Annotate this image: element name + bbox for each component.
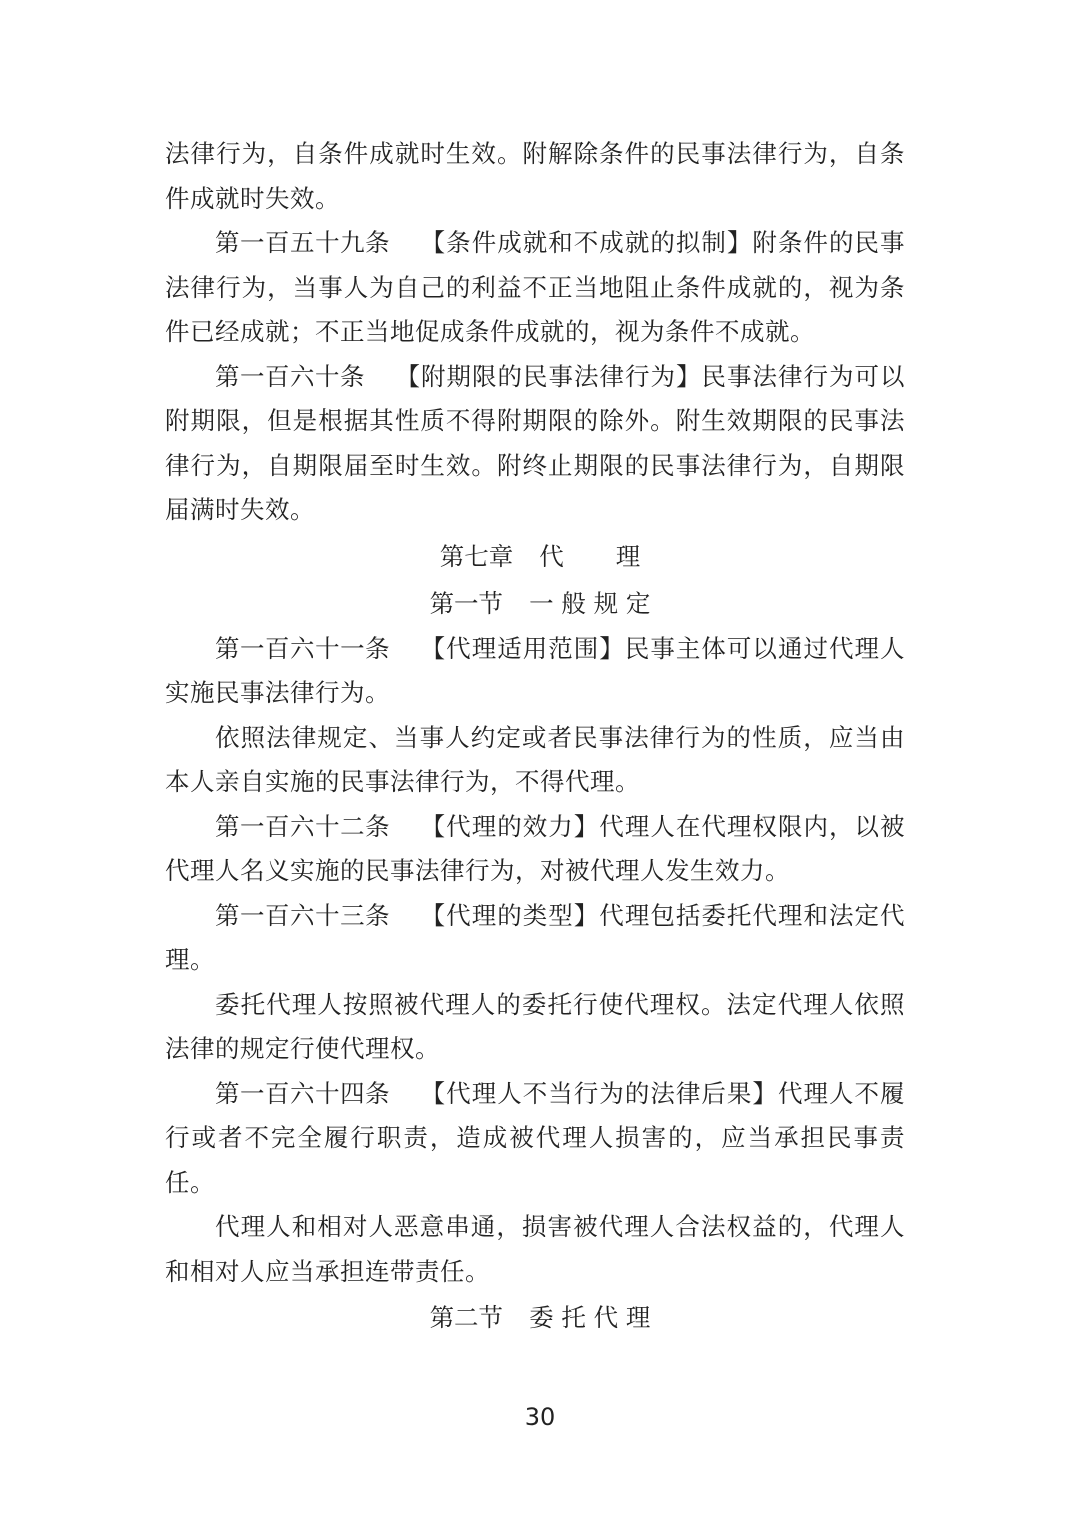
chapter-title-part: 代: [539, 541, 564, 571]
chapter-number: 第七章: [439, 541, 514, 571]
article-number: 第一百六十条: [215, 361, 365, 391]
article-title: 【附期限的民事法律行为】: [395, 361, 702, 391]
article-number: 第一百六十四条: [215, 1078, 391, 1108]
paragraph-text: 代理人和相对人恶意串通，损害被代理人合法权益的，代理人和相对人应当承担连带责任。: [165, 1212, 905, 1286]
top-paragraphs: [165, 132, 905, 533]
article-number: 第一百六十二条: [215, 811, 391, 841]
article-number: 第一百六十一条: [215, 633, 391, 663]
article-title: 【代理的类型】: [420, 900, 600, 930]
article-162: [165, 805, 905, 894]
paragraph-text: 依照法律规定、当事人约定或者民事法律行为的性质，应当由本人亲自实施的民事法律行为，不得代理。: [165, 722, 905, 796]
section-number: 第一节: [429, 588, 504, 618]
article-body: 代理人不履行或者不完全履行职责，造成被代理人损害的，应当承担民事责任。: [165, 1078, 906, 1197]
chapter-title-part: 理: [615, 541, 641, 571]
article-title: 【代理的效力】: [420, 811, 600, 841]
section-heading: [165, 1294, 905, 1341]
article-number: 第一百六十三条: [215, 900, 391, 930]
middle-paragraphs: [165, 627, 905, 1295]
paragraph-text: 法律行为，自条件成就时生效。附解除条件的民事法律行为，自条件成就时失效。: [165, 139, 905, 213]
section-heading: [165, 580, 905, 627]
article-161: [165, 627, 905, 716]
page-content: [165, 132, 905, 1341]
article-164: [165, 1072, 905, 1206]
article-body: 代理包括委托代理和法定代理。: [165, 900, 906, 974]
section-title: 一 般 规 定: [529, 588, 651, 618]
article-title: 【条件成就和不成就的拟制】: [420, 228, 753, 257]
article-title: 【代理适用范围】: [420, 633, 625, 663]
article-body: 民事主体可以通过代理人实施民事法律行为。: [165, 633, 906, 707]
article-160: [165, 355, 905, 533]
paragraph: [165, 1205, 905, 1294]
section-number: 第二节: [429, 1303, 504, 1332]
paragraph: [165, 716, 905, 805]
article-body: 民事法律行为可以附期限，但是根据其性质不得附期限的除外。附生效期限的民事法律行为，自期限届至时生效。附终止期限的民事法律行为，自期限届满时失效。: [165, 361, 905, 524]
article-159: [165, 221, 905, 355]
section-title: 委 托 代 理: [529, 1303, 651, 1332]
article-body: 附条件的民事法律行为，当事人为自己的利益不正当地阻止条件成就的，视为条件已经成就；不正当地促成条件成就的，视为条件不成就。: [165, 228, 906, 346]
chapter-heading: [165, 533, 905, 580]
paragraph: [165, 983, 905, 1072]
page-number: 30: [524, 1403, 556, 1431]
article-163: [165, 894, 905, 983]
article-title: 【代理人不当行为的法律后果】: [420, 1078, 778, 1108]
article-number: 第一百五十九条: [215, 228, 391, 257]
paragraph-text: 委托代理人按照被代理人的委托行使代理权。法定代理人依照法律的规定行使代理权。: [165, 989, 905, 1063]
article-body: 代理人在代理权限内，以被代理人名义实施的民事法律行为，对被代理人发生效力。: [165, 811, 906, 885]
paragraph: [165, 132, 905, 221]
